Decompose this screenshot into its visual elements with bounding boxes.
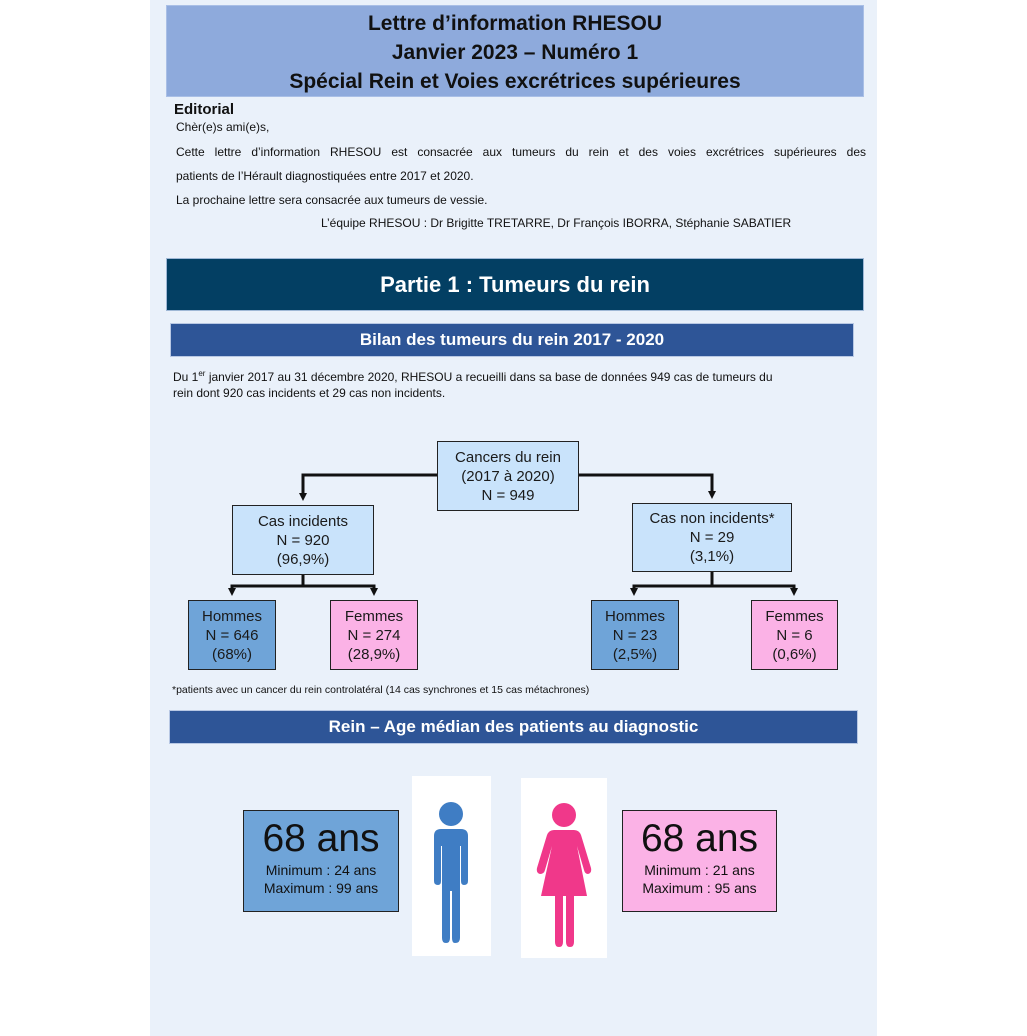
editorial-greeting: Chèr(e)s ami(e)s,: [176, 120, 270, 134]
flowchart-footnote: *patients avec un cancer du rein controlatéral (14 cas synchrones et 15 cas métachrones): [172, 684, 590, 696]
non-incidents-women-label: Femmes: [765, 607, 824, 625]
root-label: Cancers du rein: [455, 448, 561, 466]
woman-icon: [521, 778, 607, 958]
connector-root-to-incidents: [303, 475, 437, 497]
non-incidents-women-box: [751, 600, 838, 670]
connector-incidents-to-women: [303, 586, 374, 592]
non-incidents-count: N = 29: [689, 529, 735, 546]
root-period: (2017 à 2020): [461, 467, 555, 485]
connector-incidents-to-men: [232, 586, 303, 592]
incidents-men-label: Hommes: [201, 607, 262, 625]
men-min-age: Minimum : 24 ans: [265, 862, 377, 878]
men-max-age: Maximum : 99 ans: [263, 880, 379, 896]
non-incidents-men-label: Hommes: [604, 607, 665, 625]
flowchart-root-box: [437, 441, 579, 511]
women-min-age: Minimum : 21 ans: [644, 862, 755, 878]
incidents-box: [232, 505, 374, 575]
bilan-intro-prefix: Du 1: [173, 370, 199, 384]
man-figure-panel: [412, 776, 491, 956]
man-icon: [412, 776, 491, 956]
editorial-title: Editorial: [174, 101, 235, 118]
connector-non-incidents-to-men: [634, 586, 712, 592]
incidents-women-box: [330, 600, 418, 670]
editorial-paragraph-line1: Cette lettre d’information RHESOU est consacrée aux tumeurs du rein et des voies excrétrices supérieures des: [176, 145, 866, 159]
connector-root-to-non-incidents: [578, 475, 712, 495]
connector-non-incidents-to-women: [712, 586, 794, 592]
women-age-box: [622, 810, 777, 912]
incidents-women-percent: (28,9%): [347, 645, 401, 663]
bilan-intro-line2: rein dont 920 cas incidents et 29 cas non incidents.: [173, 386, 446, 400]
non-incidents-men-percent: (2,5%): [612, 645, 658, 663]
part1-title: Partie 1 : Tumeurs du rein: [166, 258, 864, 311]
woman-figure-panel: [521, 778, 607, 958]
incidents-men-box: [188, 600, 276, 670]
editorial-signature: L’équipe RHESOU : Dr Brigitte TRETARRE, Dr François IBORRA, Stéphanie SABATIER: [321, 216, 792, 230]
women-max-age: Maximum : 95 ans: [642, 880, 757, 896]
men-median-age: 68 ans: [262, 817, 380, 860]
editorial-next-letter: La prochaine lettre sera consacrée aux tumeurs de vessie.: [176, 193, 488, 207]
bilan-section-title: Bilan des tumeurs du rein 2017 - 2020: [170, 323, 854, 357]
non-incidents-men-count: N = 23: [612, 626, 658, 644]
incidents-men-percent: (68%): [211, 645, 252, 663]
incidents-women-label: Femmes: [344, 607, 404, 625]
non-incidents-women-percent: (0,6%): [772, 645, 817, 663]
root-count: N = 949: [481, 486, 535, 504]
non-incidents-percent: (3,1%): [689, 548, 735, 565]
incidents-men-count: N = 646: [205, 626, 259, 644]
incidents-label: Cas incidents: [257, 512, 349, 530]
bilan-intro-line1: janvier 2017 au 31 décembre 2020, RHESOU a recueilli dans sa base de données 949 cas de tumeurs du: [205, 370, 773, 384]
age-section-title: Rein – Age médian des patients au diagnostic: [169, 710, 858, 744]
bilan-intro-sup: er: [198, 369, 206, 378]
incidents-count: N = 920: [276, 531, 330, 549]
non-incidents-men-box: [591, 600, 679, 670]
men-age-box: [243, 810, 399, 912]
header-issue: Janvier 2023 – Numéro 1: [391, 41, 639, 64]
non-incidents-box: [632, 503, 792, 572]
women-median-age: 68 ans: [640, 817, 759, 860]
incidents-percent: (96,9%): [276, 550, 330, 568]
non-incidents-label: Cas non incidents*: [649, 510, 775, 527]
non-incidents-women-count: N = 6: [776, 626, 813, 644]
header-title: Lettre d’information RHESOU: [367, 12, 662, 35]
header-subtitle: Spécial Rein et Voies excrétrices supérieures: [289, 70, 741, 93]
incidents-women-count: N = 274: [347, 626, 401, 644]
editorial-paragraph-line2: patients de l’Hérault diagnostiquées entre 2017 et 2020.: [176, 169, 474, 183]
